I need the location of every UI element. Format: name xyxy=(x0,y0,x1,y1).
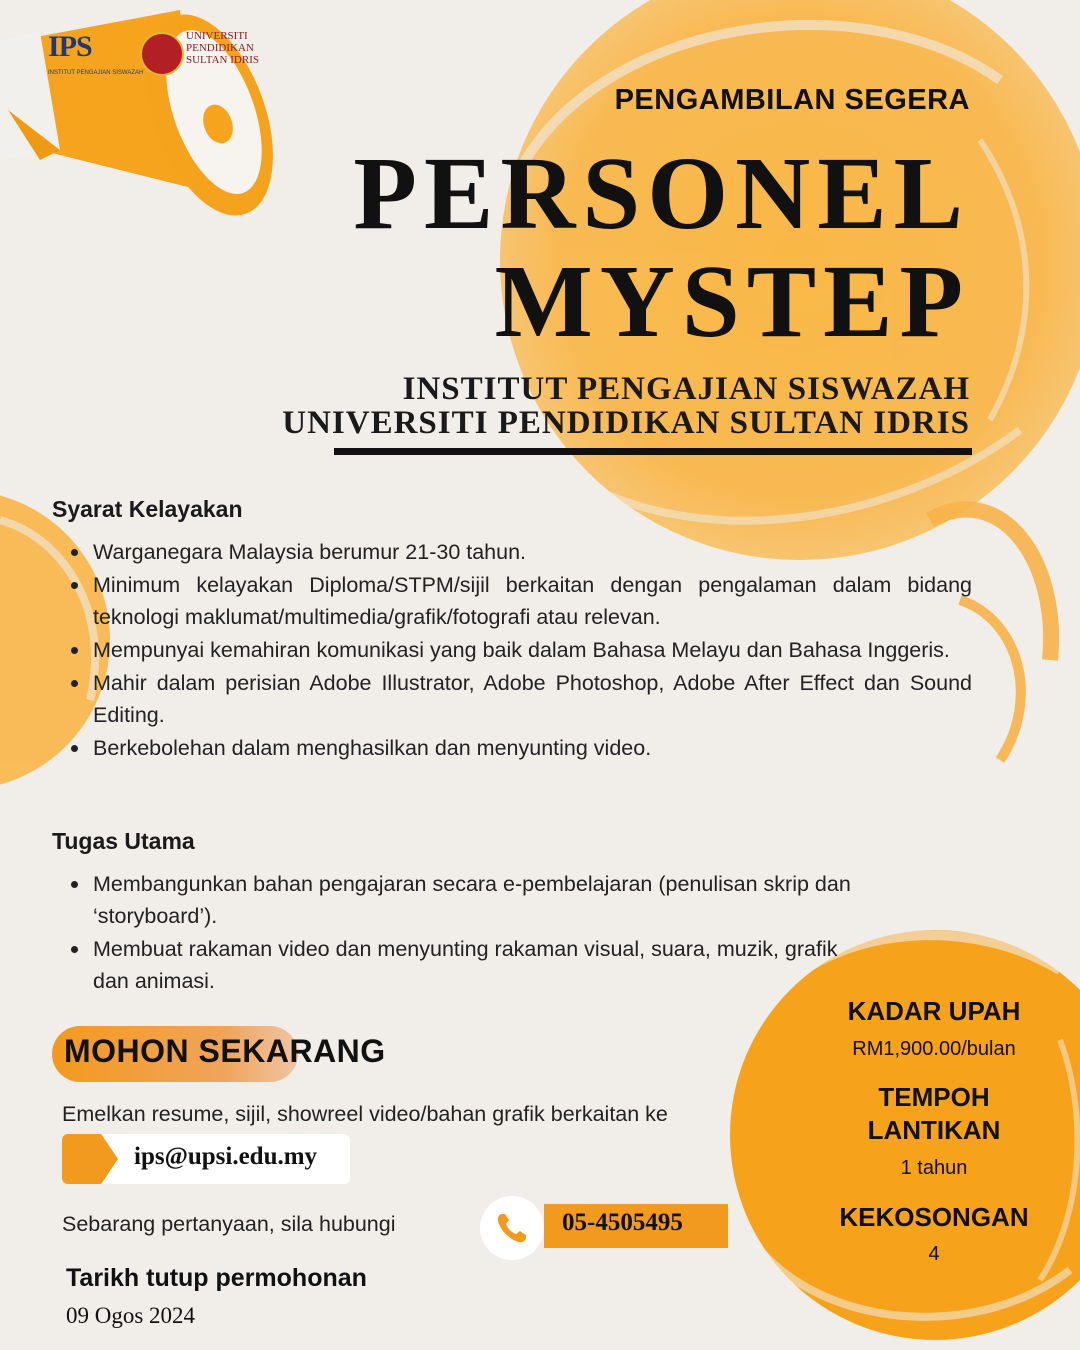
email-address[interactable]: ips@upsi.edu.my xyxy=(134,1143,318,1170)
list-item: Membangunkan bahan pengajaran secara e-pembelajaran (penulisan skrip dan ‘storyboard’). xyxy=(52,868,862,932)
upsi-name: UNIVERSITI PENDIDIKAN SULTAN IDRIS xyxy=(186,30,259,66)
rate-label: KADAR UPAH xyxy=(847,996,1021,1026)
list-item: Berkebolehan dalam menghasilkan dan menyunting video. xyxy=(52,732,972,764)
list-item: Minimum kelayakan Diploma/STPM/sijil berkaitan dengan pengalaman dalam bidang teknologi maklumat/multimedia/grafik/fotografi atau relevan. xyxy=(52,569,972,633)
logos xyxy=(48,26,278,86)
title-line-2: MYSTEP xyxy=(494,244,970,359)
list-item: Membuat rakaman video dan menyunting rakaman visual, suara, muzik, grafik dan animasi. xyxy=(52,933,862,997)
vacancy-value: 4 xyxy=(928,1243,940,1265)
phone-icon xyxy=(480,1196,544,1260)
duties-heading: Tugas Utama xyxy=(52,828,195,854)
apply-label: MOHON SEKARANG xyxy=(64,1033,386,1069)
requirements-list xyxy=(52,536,972,765)
term-label-1: TEMPOH xyxy=(878,1082,990,1112)
email-instruction: Emelkan resume, sijil, showreel video/bahan grafik berkaitan ke xyxy=(62,1102,668,1126)
list-item: Warganegara Malaysia berumur 21-30 tahun. xyxy=(52,536,972,568)
phone-number[interactable]: 05-4505495 xyxy=(562,1209,683,1236)
institute-line-2: UNIVERSITI PENDIDIKAN SULTAN IDRIS xyxy=(282,405,970,441)
header-rule xyxy=(334,448,972,455)
closing-date: 09 Ogos 2024 xyxy=(66,1303,196,1328)
institute-line-1: INSTITUT PENGAJIAN SISWAZAH xyxy=(402,371,970,407)
upsi-seal-icon xyxy=(140,32,184,76)
vacancy-label: KEKOSONGAN xyxy=(839,1202,1029,1232)
ips-logo: IPS xyxy=(48,30,92,63)
contact-instruction: Sebarang pertanyaan, sila hubungi xyxy=(62,1212,396,1236)
ips-subtitle: INSTITUT PENGAJIAN SISWAZAH xyxy=(48,70,144,76)
term-label-2: LANTIKAN xyxy=(867,1115,1001,1145)
requirements-heading: Syarat Kelayakan xyxy=(52,496,243,522)
title-line-1: PERSONEL xyxy=(353,136,970,251)
closing-label: Tarikh tutup permohonan xyxy=(66,1264,367,1292)
list-item: Mahir dalam perisian Adobe Illustrator, Adobe Photoshop, Adobe After Effect dan Sound Editing. xyxy=(52,667,972,731)
rate-value: RM1,900.00/bulan xyxy=(852,1038,1016,1060)
kicker: PENGAMBILAN SEGERA xyxy=(614,84,970,116)
list-item: Mempunyai kemahiran komunikasi yang baik dalam Bahasa Melayu dan Bahasa Inggeris. xyxy=(52,634,972,666)
term-value: 1 tahun xyxy=(900,1157,968,1179)
duties-list xyxy=(52,868,862,998)
